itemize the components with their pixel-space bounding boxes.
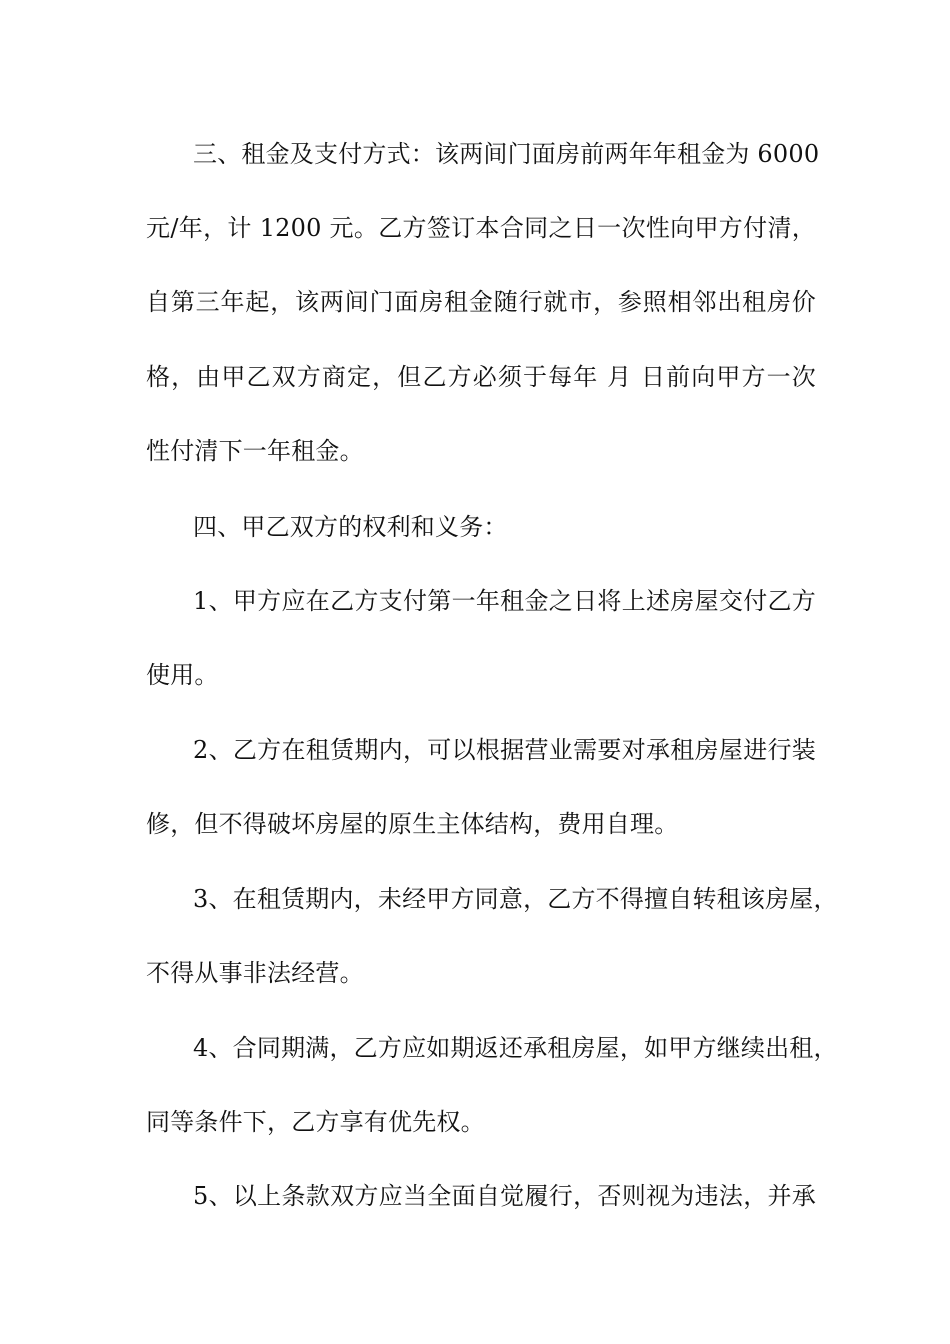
clause-3-line-5: 性付清下一年租金。 (146, 437, 364, 465)
clause-3-line-2: 元/年，计 1200 元。乙方签订本合同之日一次性向甲方付清， (146, 214, 816, 242)
clause-3-line-1: 三、租金及支付方式：该两间门面房前两年年租金为 6000 (193, 140, 820, 168)
clause-3-line-3: 自第三年起，该两间门面房租金随行就市，参照相邻出租房价 (146, 288, 816, 316)
item-2-line-1: 2、乙方在租赁期内，可以根据营业需要对承租房屋进行装 (193, 736, 816, 764)
item-1-line-2: 使用。 (146, 661, 219, 689)
item-4-line-1: 4、合同期满，乙方应如期返还承租房屋，如甲方继续出租， (193, 1034, 838, 1062)
clause-3-line-4: 格，由甲乙双方商定，但乙方必须于每年 月 日前向甲方一次 (146, 363, 816, 391)
item-1-line-1: 1、甲方应在乙方支付第一年租金之日将上述房屋交付乙方 (193, 587, 816, 615)
item-5-line-1: 5、以上条款双方应当全面自觉履行，否则视为违法，并承 (193, 1182, 816, 1210)
item-2-line-2: 修，但不得破坏房屋的原生主体结构，费用自理。 (146, 810, 679, 838)
item-3-line-2: 不得从事非法经营。 (146, 959, 364, 987)
item-3-line-1: 3、在租赁期内，未经甲方同意，乙方不得擅自转租该房屋， (193, 885, 838, 913)
item-4-line-2: 同等条件下，乙方享有优先权。 (146, 1108, 485, 1136)
clause-4-heading: 四、甲乙双方的权利和义务： (193, 513, 508, 541)
